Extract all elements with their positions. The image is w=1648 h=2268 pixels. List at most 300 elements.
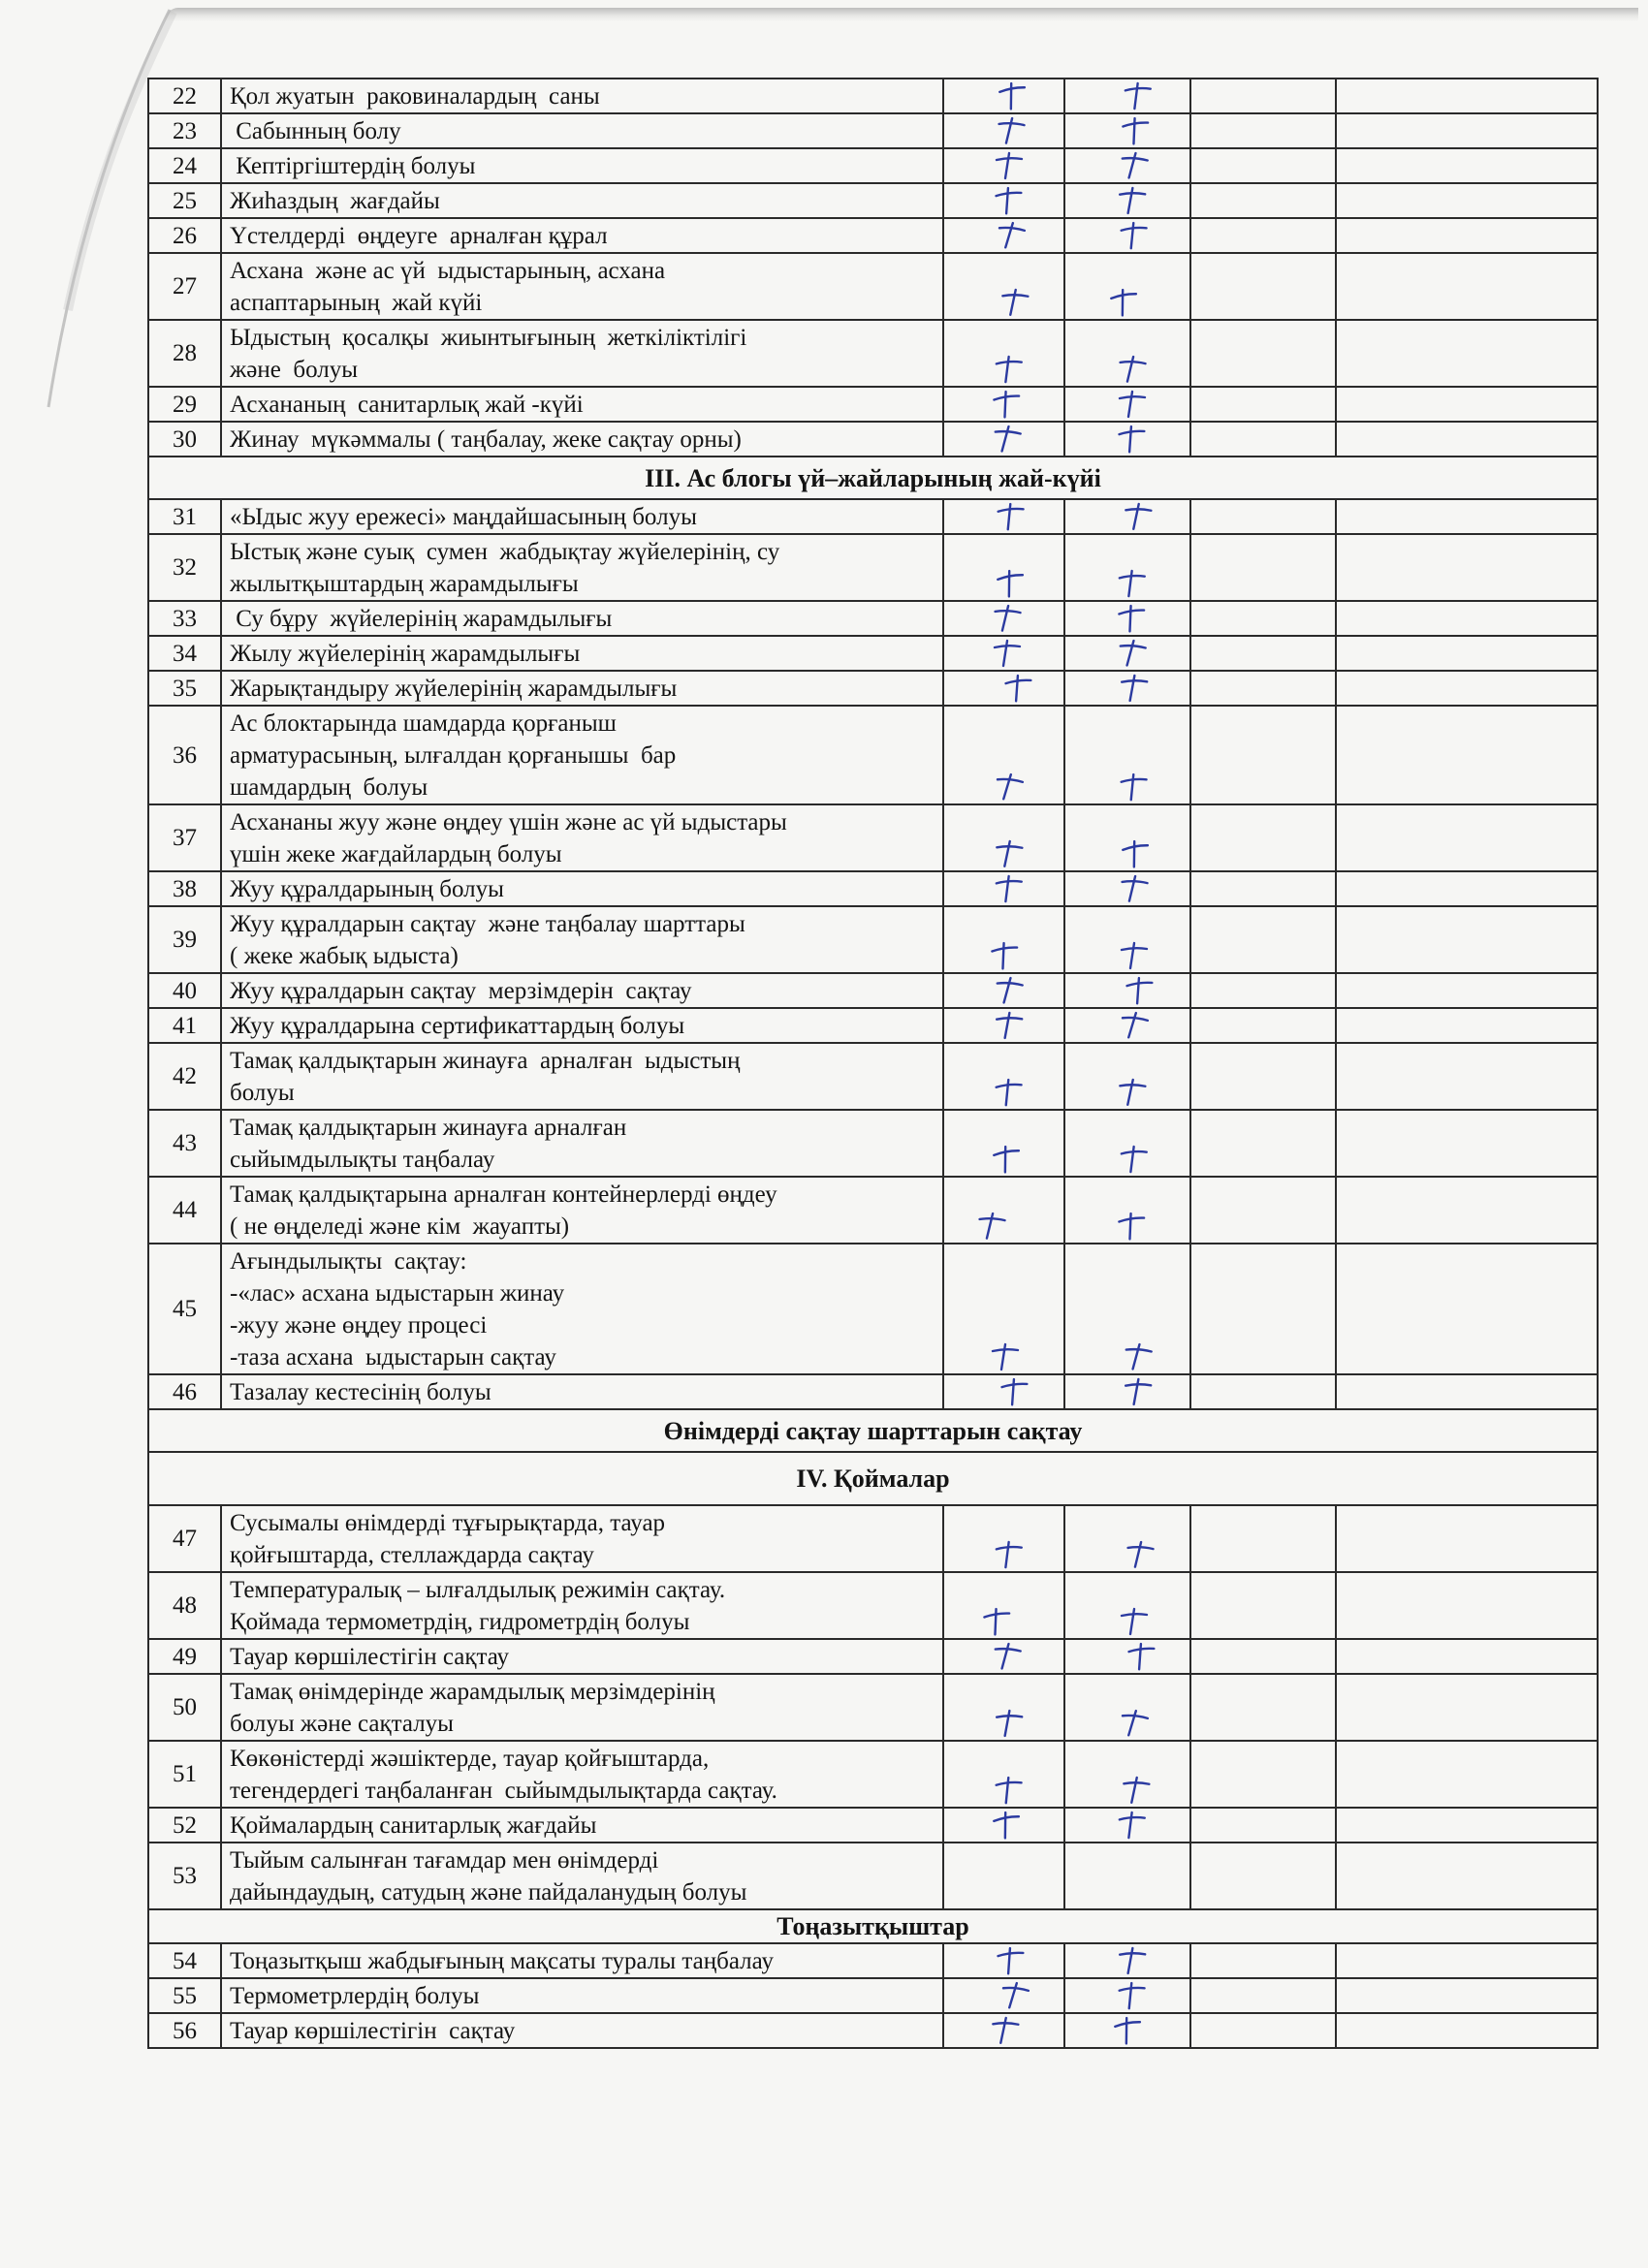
checklist-row	[148, 1808, 1598, 1843]
handwritten-plus-mark	[995, 221, 1028, 250]
handwritten-plus-mark	[1120, 839, 1153, 868]
empty-column-3	[1190, 636, 1336, 671]
empty-column-4	[1336, 1808, 1598, 1843]
empty-column-3	[1190, 1244, 1336, 1374]
item-description: Термометрлердің болуы	[221, 1978, 943, 2013]
handwritten-plus-mark	[1116, 355, 1149, 384]
check-column-2	[1064, 1505, 1190, 1572]
handwritten-plus-mark	[995, 116, 1028, 145]
empty-column-3	[1190, 218, 1336, 253]
empty-column-3	[1190, 1674, 1336, 1741]
empty-column-4	[1336, 148, 1598, 183]
item-number: 44	[148, 1177, 221, 1244]
handwritten-plus-mark	[993, 186, 1026, 215]
empty-column-3	[1190, 1177, 1336, 1244]
check-column-1	[943, 1674, 1064, 1741]
checklist-row	[148, 320, 1598, 387]
handwritten-plus-mark	[1118, 221, 1151, 250]
item-number: 42	[148, 1043, 221, 1110]
item-description: Су бұру жүйелерінің жарамдылығы	[221, 601, 943, 636]
check-column-1	[943, 1943, 1064, 1978]
check-column-2	[1064, 973, 1190, 1008]
item-description: Тамақ қалдықтарына арналған контейнерлерді өңдеу ( не өңделеді және кім жауапты)	[221, 1177, 943, 1244]
section-title: IV. Қоймалар	[148, 1452, 1598, 1505]
check-column-1	[943, 1741, 1064, 1808]
check-column-2	[1064, 1943, 1190, 1978]
empty-column-3	[1190, 1110, 1336, 1177]
handwritten-plus-mark	[1122, 1342, 1155, 1371]
checklist-row	[148, 871, 1598, 906]
checklist-row	[148, 387, 1598, 422]
checklist-row	[148, 1674, 1598, 1741]
empty-column-4	[1336, 671, 1598, 706]
check-column-1	[943, 804, 1064, 871]
item-number: 52	[148, 1808, 221, 1843]
checklist-row	[148, 1177, 1598, 1244]
item-description: Қоймалардың санитарлық жағдайы	[221, 1808, 943, 1843]
empty-column-3	[1190, 1639, 1336, 1674]
checklist-row	[148, 706, 1598, 804]
checklist-row	[148, 636, 1598, 671]
check-column-1	[943, 253, 1064, 320]
item-number: 35	[148, 671, 221, 706]
handwritten-plus-mark	[1118, 1709, 1151, 1738]
handwritten-plus-mark	[1118, 772, 1151, 802]
empty-column-3	[1190, 1374, 1336, 1409]
empty-column-3	[1190, 1978, 1336, 2013]
check-column-2	[1064, 113, 1190, 148]
checklist-row	[148, 2013, 1598, 2048]
handwritten-plus-mark	[998, 288, 1031, 317]
empty-column-3	[1190, 1808, 1336, 1843]
checklist-row	[148, 906, 1598, 973]
empty-column-4	[1336, 1110, 1598, 1177]
empty-column-4	[1336, 871, 1598, 906]
checklist-row	[148, 1741, 1598, 1808]
item-number: 56	[148, 2013, 221, 2048]
check-column-1	[943, 387, 1064, 422]
item-number: 47	[148, 1505, 221, 1572]
item-description: Көкөністерді жәшіктерде, тауар қойғыштарда, тегендердегі таңбаланған сыйымдылықтарда сақтау.	[221, 1741, 943, 1808]
check-column-2	[1064, 320, 1190, 387]
item-number: 31	[148, 499, 221, 534]
handwritten-plus-mark	[1116, 569, 1149, 598]
checklist-row	[148, 183, 1598, 218]
empty-column-3	[1190, 534, 1336, 601]
empty-column-3	[1190, 148, 1336, 183]
checklist-row	[148, 973, 1598, 1008]
item-description: Жылу жүйелерінің жарамдылығы	[221, 636, 943, 671]
item-description: Жуу құралдарының болуы	[221, 871, 943, 906]
empty-column-3	[1190, 320, 1336, 387]
check-column-1	[943, 320, 1064, 387]
check-column-1	[943, 183, 1064, 218]
handwritten-plus-mark	[1116, 1078, 1149, 1107]
check-column-2	[1064, 601, 1190, 636]
empty-column-4	[1336, 1008, 1598, 1043]
empty-column-4	[1336, 218, 1598, 253]
handwritten-plus-mark	[1120, 116, 1153, 145]
empty-column-4	[1336, 1374, 1598, 1409]
item-description: Тамақ қалдықтарын жинауға арналған ыдыстың болуы	[221, 1043, 943, 1110]
check-column-2	[1064, 1639, 1190, 1674]
handwritten-plus-mark	[1116, 639, 1149, 668]
item-number: 36	[148, 706, 221, 804]
check-column-2	[1064, 534, 1190, 601]
empty-column-4	[1336, 1978, 1598, 2013]
check-column-1	[943, 113, 1064, 148]
handwritten-plus-mark	[975, 1212, 1008, 1241]
handwritten-plus-mark	[1122, 81, 1155, 110]
item-description: Қол жуатын раковиналардың саны	[221, 79, 943, 113]
item-number: 50	[148, 1674, 221, 1741]
item-number: 54	[148, 1943, 221, 1978]
check-column-2	[1064, 2013, 1190, 2048]
check-column-2	[1064, 422, 1190, 457]
check-column-1	[943, 2013, 1064, 2048]
handwritten-plus-mark	[991, 1145, 1024, 1174]
checklist-row	[148, 601, 1598, 636]
check-column-1	[943, 1244, 1064, 1374]
item-number: 29	[148, 387, 221, 422]
checklist-row	[148, 1110, 1598, 1177]
section-header-row	[148, 1409, 1598, 1452]
check-column-1	[943, 1008, 1064, 1043]
item-description: Жуу құралдарын сақтау мерзімдерін сақтау	[221, 973, 943, 1008]
handwritten-plus-mark	[993, 1078, 1026, 1107]
empty-column-3	[1190, 671, 1336, 706]
handwritten-plus-mark	[1122, 1377, 1155, 1406]
checklist-row	[148, 1978, 1598, 2013]
item-number: 49	[148, 1639, 221, 1674]
checklist-row	[148, 253, 1598, 320]
empty-column-3	[1190, 1043, 1336, 1110]
empty-column-4	[1336, 1244, 1598, 1374]
empty-column-4	[1336, 636, 1598, 671]
empty-column-3	[1190, 79, 1336, 113]
item-description: Тауар көршілестігін сақтау	[221, 2013, 943, 2048]
check-column-1	[943, 422, 1064, 457]
handwritten-plus-mark	[1118, 674, 1151, 703]
item-description: Ыдыстың қосалқы жиынтығының жеткіліктілігі және болуы	[221, 320, 943, 387]
empty-column-4	[1336, 422, 1598, 457]
check-column-1	[943, 1043, 1064, 1110]
handwritten-plus-mark	[998, 1377, 1031, 1406]
handwritten-plus-mark	[1118, 874, 1151, 903]
check-column-2	[1064, 1978, 1190, 2013]
empty-column-3	[1190, 906, 1336, 973]
empty-column-3	[1190, 706, 1336, 804]
empty-column-4	[1336, 1639, 1598, 1674]
handwritten-plus-mark	[1118, 151, 1151, 180]
item-description: Асхана және ас үй ыдыстарының, асхана аспаптарының жай күйі	[221, 253, 943, 320]
empty-column-4	[1336, 79, 1598, 113]
empty-column-3	[1190, 499, 1336, 534]
inspection-checklist-table	[147, 78, 1599, 2049]
checklist-row	[148, 1843, 1598, 1909]
item-description: Кептіргіштердің болуы	[221, 148, 943, 183]
handwritten-plus-mark	[989, 2016, 1022, 2045]
item-number: 45	[148, 1244, 221, 1374]
handwritten-plus-mark	[1118, 941, 1151, 970]
checklist-body	[148, 79, 1598, 2048]
check-column-2	[1064, 1043, 1190, 1110]
empty-column-3	[1190, 871, 1336, 906]
checklist-row	[148, 671, 1598, 706]
handwritten-plus-mark	[1125, 1642, 1158, 1671]
check-column-2	[1064, 871, 1190, 906]
item-description: Жинау мүкәммалы ( таңбалау, жеке сақтау орны)	[221, 422, 943, 457]
check-column-1	[943, 1572, 1064, 1639]
handwritten-plus-mark	[1124, 976, 1157, 1005]
empty-column-4	[1336, 534, 1598, 601]
item-number: 53	[148, 1843, 221, 1909]
check-column-2	[1064, 148, 1190, 183]
item-description: Тазалау кестесінің болуы	[221, 1374, 943, 1409]
item-number: 25	[148, 183, 221, 218]
handwritten-plus-mark	[993, 355, 1026, 384]
check-column-2	[1064, 387, 1190, 422]
empty-column-4	[1336, 706, 1598, 804]
checklist-row	[148, 1244, 1598, 1374]
item-number: 46	[148, 1374, 221, 1409]
check-column-2	[1064, 671, 1190, 706]
check-column-2	[1064, 1177, 1190, 1244]
check-column-2	[1064, 804, 1190, 871]
check-column-1	[943, 499, 1064, 534]
check-column-2	[1064, 218, 1190, 253]
item-number: 51	[148, 1741, 221, 1808]
handwritten-plus-mark	[991, 1642, 1024, 1671]
section-header-row	[148, 457, 1598, 499]
checklist-row	[148, 534, 1598, 601]
item-number: 34	[148, 636, 221, 671]
empty-column-3	[1190, 973, 1336, 1008]
check-column-2	[1064, 1244, 1190, 1374]
check-column-2	[1064, 1808, 1190, 1843]
handwritten-plus-mark	[1124, 1540, 1157, 1569]
empty-column-3	[1190, 253, 1336, 320]
empty-column-4	[1336, 113, 1598, 148]
item-description: Ағындылықты сақтау: -«лас» асхана ыдыстарын жинау -жуу және өңдеу процесі -таза асхана ыдыстарын сақтау	[221, 1244, 943, 1374]
check-column-1	[943, 1639, 1064, 1674]
item-description: Тамақ қалдықтарын жинауға арналған сыйымдылықты таңбалау	[221, 1110, 943, 1177]
handwritten-plus-mark	[1002, 674, 1035, 703]
section-title: III. Ас блогы үй–жайларының жай-күйі	[148, 457, 1598, 499]
empty-column-3	[1190, 113, 1336, 148]
empty-column-3	[1190, 422, 1336, 457]
handwritten-plus-mark	[993, 1540, 1026, 1569]
item-number: 43	[148, 1110, 221, 1177]
check-column-1	[943, 671, 1064, 706]
handwritten-plus-mark	[1108, 288, 1141, 317]
handwritten-plus-mark	[993, 874, 1026, 903]
empty-column-4	[1336, 2013, 1598, 2048]
handwritten-plus-mark	[1116, 1212, 1149, 1241]
checklist-row	[148, 1943, 1598, 1978]
item-description: Жуу құралдарын сақтау және таңбалау шарттары ( жеке жабық ыдыста)	[221, 906, 943, 973]
item-number: 39	[148, 906, 221, 973]
empty-column-3	[1190, 2013, 1336, 2048]
item-description: Тыйым салынған тағамдар мен өнімдерді дайындаудың, сатудың және пайдаланудың болуы	[221, 1843, 943, 1909]
handwritten-plus-mark	[989, 941, 1022, 970]
empty-column-3	[1190, 183, 1336, 218]
empty-column-4	[1336, 1741, 1598, 1808]
handwritten-plus-mark	[989, 1342, 1022, 1371]
item-description: Тоңазытқыш жабдығының мақсаты туралы таңбалау	[221, 1943, 943, 1978]
handwritten-plus-mark	[1118, 1607, 1151, 1636]
handwritten-plus-mark	[993, 1011, 1026, 1040]
handwritten-plus-mark	[1118, 1145, 1151, 1174]
handwritten-plus-mark	[991, 604, 1024, 633]
check-column-1	[943, 601, 1064, 636]
check-column-2	[1064, 1674, 1190, 1741]
item-description: Сабынның болу	[221, 113, 943, 148]
empty-column-4	[1336, 1505, 1598, 1572]
handwritten-plus-mark	[995, 1946, 1028, 1975]
empty-column-4	[1336, 1843, 1598, 1909]
check-column-1	[943, 1110, 1064, 1177]
handwritten-plus-mark	[993, 772, 1026, 802]
item-number: 37	[148, 804, 221, 871]
empty-column-3	[1190, 1008, 1336, 1043]
handwritten-plus-mark	[997, 81, 1030, 110]
check-column-2	[1064, 1572, 1190, 1639]
empty-column-3	[1190, 1505, 1336, 1572]
handwritten-plus-mark	[995, 502, 1028, 531]
handwritten-plus-mark	[991, 390, 1024, 419]
item-description: Ас блоктарында шамдарда қорғаныш арматурасының, ылғалдан қорғанышы бар шамдардың болуы	[221, 706, 943, 804]
empty-column-4	[1336, 1043, 1598, 1110]
empty-column-4	[1336, 601, 1598, 636]
empty-column-3	[1190, 1572, 1336, 1639]
item-description: Жиһаздың жағдайы	[221, 183, 943, 218]
check-column-1	[943, 534, 1064, 601]
check-column-1	[943, 706, 1064, 804]
check-column-1	[943, 218, 1064, 253]
check-column-1	[943, 906, 1064, 973]
section-header-row	[148, 1452, 1598, 1505]
empty-column-3	[1190, 1843, 1336, 1909]
item-number: 48	[148, 1572, 221, 1639]
item-description: Жуу құралдарына сертификаттардың болуы	[221, 1008, 943, 1043]
check-column-1	[943, 148, 1064, 183]
empty-column-4	[1336, 253, 1598, 320]
item-number: 28	[148, 320, 221, 387]
check-column-2	[1064, 1374, 1190, 1409]
item-description: Жарықтандыру жүйелерінің жарамдылығы	[221, 671, 943, 706]
item-number: 30	[148, 422, 221, 457]
item-description: Ыстық және суық сумен жабдықтау жүйелерінің, су жылытқыштардың жарамдылығы	[221, 534, 943, 601]
empty-column-3	[1190, 601, 1336, 636]
check-column-2	[1064, 1741, 1190, 1808]
check-column-2	[1064, 636, 1190, 671]
section-header-row	[148, 1909, 1598, 1943]
checklist-row	[148, 1639, 1598, 1674]
handwritten-plus-mark	[993, 1709, 1026, 1738]
check-column-1	[943, 1843, 1064, 1909]
check-column-2	[1064, 906, 1190, 973]
checklist-row	[148, 79, 1598, 113]
handwritten-plus-mark	[995, 569, 1028, 598]
section-title: Тоңазытқыштар	[148, 1909, 1598, 1943]
handwritten-plus-mark	[993, 839, 1026, 868]
empty-column-3	[1190, 804, 1336, 871]
check-column-1	[943, 1808, 1064, 1843]
empty-column-3	[1190, 1943, 1336, 1978]
handwritten-plus-mark	[991, 639, 1024, 668]
handwritten-plus-mark	[981, 1607, 1014, 1636]
empty-column-4	[1336, 804, 1598, 871]
item-number: 27	[148, 253, 221, 320]
empty-column-4	[1336, 499, 1598, 534]
item-number: 32	[148, 534, 221, 601]
empty-column-3	[1190, 1741, 1336, 1808]
handwritten-plus-mark	[993, 1776, 1026, 1805]
check-column-2	[1064, 253, 1190, 320]
item-description: Температуралық – ылғалдылық режимін сақтау. Қоймада термометрдің, гидрометрдің болуы	[221, 1572, 943, 1639]
handwritten-plus-mark	[1116, 1946, 1149, 1975]
empty-column-4	[1336, 387, 1598, 422]
check-column-1	[943, 79, 1064, 113]
checklist-row	[148, 1505, 1598, 1572]
empty-column-4	[1336, 1674, 1598, 1741]
item-number: 55	[148, 1978, 221, 2013]
handwritten-plus-mark	[1116, 390, 1149, 419]
item-description: Сусымалы өнімдерді тұғырықтарда, тауар қойғыштарда, стеллаждарда сақтау	[221, 1505, 943, 1572]
checklist-row	[148, 113, 1598, 148]
item-number: 24	[148, 148, 221, 183]
section-title: Өнімдерді сақтау шарттарын сақтау	[148, 1409, 1598, 1452]
check-column-2	[1064, 706, 1190, 804]
check-column-1	[943, 1978, 1064, 2013]
handwritten-plus-mark	[1116, 1981, 1149, 2010]
empty-column-4	[1336, 183, 1598, 218]
item-number: 23	[148, 113, 221, 148]
item-description: «Ыдыс жуу ережесі» маңдайшасының болуы	[221, 499, 943, 534]
handwritten-plus-mark	[1112, 2016, 1145, 2045]
handwritten-plus-mark	[1120, 1776, 1153, 1805]
checklist-row	[148, 1043, 1598, 1110]
check-column-1	[943, 973, 1064, 1008]
check-column-1	[943, 636, 1064, 671]
checklist-row	[148, 422, 1598, 457]
checklist-row	[148, 218, 1598, 253]
handwritten-plus-mark	[1116, 425, 1149, 454]
handwritten-plus-mark	[1116, 604, 1149, 633]
empty-column-4	[1336, 1572, 1598, 1639]
check-column-2	[1064, 1110, 1190, 1177]
empty-column-3	[1190, 387, 1336, 422]
check-column-1	[943, 1374, 1064, 1409]
handwritten-plus-mark	[1116, 1811, 1149, 1840]
handwritten-plus-mark	[1118, 1011, 1151, 1040]
checklist-row	[148, 1374, 1598, 1409]
item-number: 33	[148, 601, 221, 636]
check-column-2	[1064, 499, 1190, 534]
item-number: 41	[148, 1008, 221, 1043]
check-column-2	[1064, 1008, 1190, 1043]
check-column-1	[943, 1177, 1064, 1244]
check-column-2	[1064, 1843, 1190, 1909]
checklist-row	[148, 148, 1598, 183]
checklist-row	[148, 499, 1598, 534]
item-number: 40	[148, 973, 221, 1008]
item-description: Үстелдерді өңдеуге арналған құрал	[221, 218, 943, 253]
handwritten-plus-mark	[1122, 502, 1155, 531]
checklist-row	[148, 1008, 1598, 1043]
empty-column-4	[1336, 973, 1598, 1008]
